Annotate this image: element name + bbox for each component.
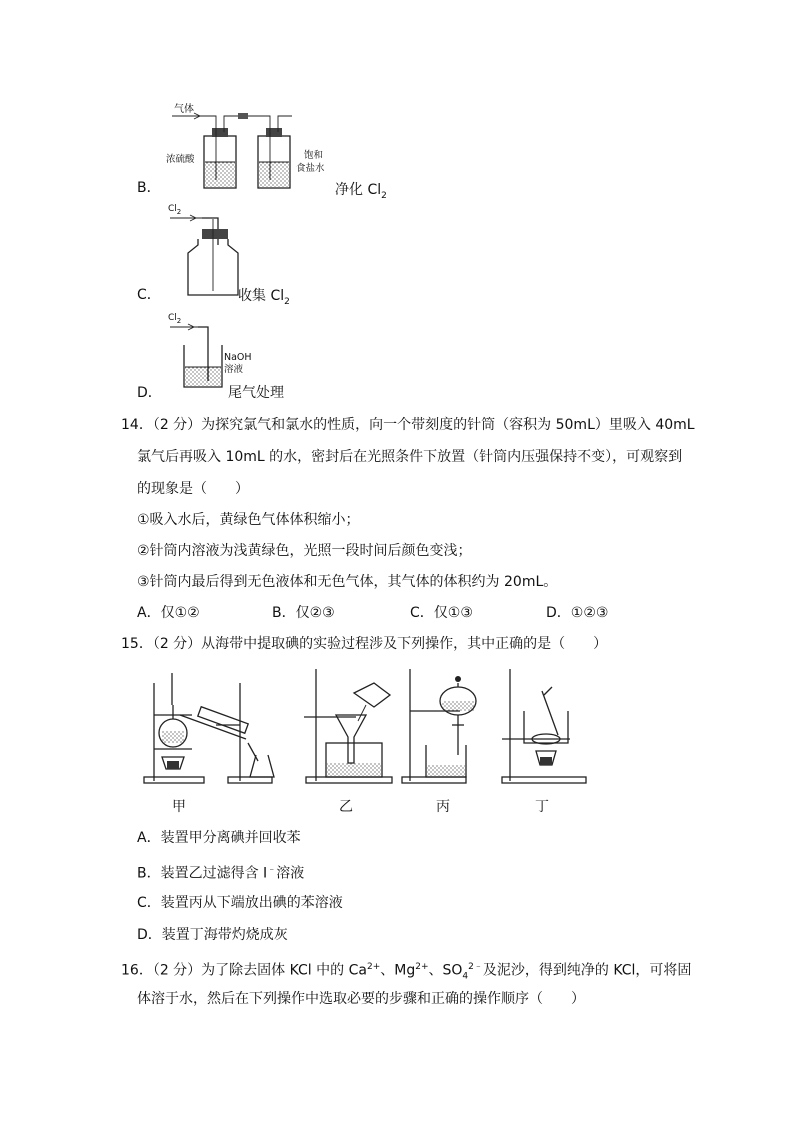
- naoh-label: NaOH: [224, 352, 252, 363]
- option-c-caption: 收集 $Cl_2$: [238, 288, 290, 307]
- q14-option-b[interactable]: B．仅②③: [272, 605, 335, 621]
- saturated-label-1: 饱和: [304, 150, 324, 161]
- option-d-caption: 尾气处理: [228, 385, 284, 401]
- figure-label-ding: 丁: [535, 799, 549, 815]
- apparatus-ding: [502, 669, 586, 783]
- q15-line1: 15．（2 分）从海带中提取碘的实验过程涉及下列操作，其中正确的是（ ）: [121, 636, 608, 652]
- saturated-label-2: 食盐水: [296, 163, 325, 174]
- apparatus-figure: [140, 665, 600, 790]
- collect-bottle-figure: [160, 205, 250, 305]
- apparatus-jia: [144, 673, 274, 783]
- q14-option-c[interactable]: C．仅①③: [410, 605, 473, 621]
- option-b-letter: B．: [137, 180, 161, 196]
- figure-label-bing: 丙: [436, 799, 450, 815]
- q16-line2: 体溶于水，然后在下列操作中选取必要的步骤和正确的操作顺序（ ）: [137, 991, 585, 1007]
- cl2-in-label-c: $Cl_2$: [168, 204, 182, 216]
- conc-sulfuric-acid-label: 浓硫酸: [166, 154, 195, 165]
- figure-label-yi: 乙: [339, 799, 353, 815]
- cl2-in-label-d: $Cl_2$: [168, 313, 182, 325]
- q15-option-c[interactable]: C．装置丙从下端放出碘的苯溶液: [137, 895, 343, 911]
- solution-label: 溶液: [224, 364, 244, 375]
- option-b-caption: 净化 $Cl_2$: [335, 182, 387, 201]
- q14-statement-1: ①吸入水后，黄绿色气体体积缩小；: [137, 512, 360, 528]
- q14-line1: 14．（2 分）为探究氯气和氯水的性质，向一个带刻度的针筒（容积为 50mL）里吸入 40mL: [121, 417, 695, 433]
- option-c-letter: C．: [137, 287, 161, 303]
- q15-option-b[interactable]: B．装置乙过滤得含 I﹣溶液: [137, 865, 305, 882]
- q14-option-d[interactable]: D．①②③: [546, 605, 609, 621]
- q15-option-d[interactable]: D．装置丁海带灼烧成灰: [137, 927, 288, 943]
- apparatus-yi: [304, 669, 392, 783]
- q14-line2: 氯气后再吸入 10mL 的水，密封后在光照条件下放置（针筒内压强保持不变），可观察到: [137, 449, 683, 465]
- q14-statement-3: ③针筒内最后得到无色液体和无色气体，其气体的体积约为 20mL。: [137, 574, 558, 590]
- q14-line3: 的现象是（ ）: [137, 481, 249, 497]
- q16-line1: 16．（2 分）为了除去固体 KCl 中的 $Ca^{2+}$、$Mg^{2+}$、$SO_4^{2﹣}$及泥沙，得到纯净的 KCl，可将固: [121, 962, 692, 982]
- figure-label-jia: 甲: [172, 799, 186, 815]
- q14-option-a[interactable]: A．仅①②: [137, 605, 200, 621]
- option-d-letter: D．: [137, 385, 162, 401]
- gas-in-label: 气体: [174, 104, 194, 115]
- apparatus-bing: [402, 669, 476, 783]
- q15-option-a[interactable]: A．装置甲分离碘并回收苯: [137, 830, 301, 846]
- q14-statement-2: ②针筒内溶液为浅黄绿色，光照一段时间后颜色变浅；: [137, 543, 472, 559]
